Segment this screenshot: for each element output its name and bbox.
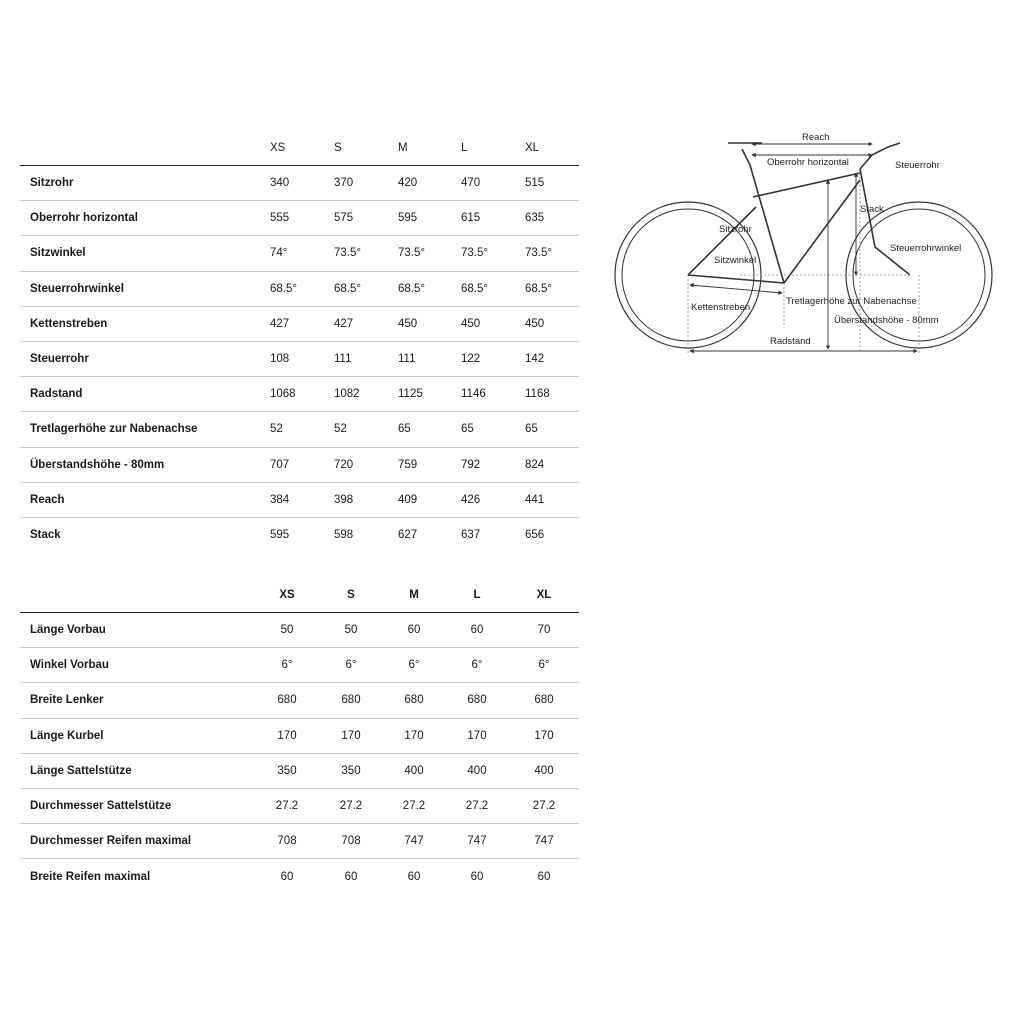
cell-value: 50 bbox=[344, 624, 358, 637]
cell-value: 824 bbox=[525, 458, 545, 471]
cell-value: 470 bbox=[461, 177, 481, 190]
row-label: Steuerrohrwinkel bbox=[30, 282, 124, 295]
label-oberrohr: Oberrohr horizontal bbox=[767, 157, 849, 168]
row-label: Tretlagerhöhe zur Nabenachse bbox=[30, 423, 198, 436]
label-kettenstreben: Kettenstreben bbox=[691, 302, 751, 313]
row-label: Breite Lenker bbox=[30, 694, 104, 707]
cell-value: 170 bbox=[404, 729, 424, 742]
component-row bbox=[20, 753, 579, 788]
row-label: Breite Reifen maximal bbox=[30, 870, 151, 883]
geometry-row bbox=[20, 482, 579, 517]
cell-value: 6° bbox=[471, 659, 483, 672]
geometry-row bbox=[20, 306, 579, 341]
cell-value: 73.5° bbox=[398, 247, 425, 260]
component-row bbox=[20, 648, 579, 683]
header-size: XL bbox=[536, 589, 552, 601]
cell-value: 680 bbox=[404, 694, 424, 707]
cell-value: 111 bbox=[398, 353, 416, 366]
cell-value: 615 bbox=[461, 212, 481, 225]
geometry-row bbox=[20, 517, 579, 552]
cell-value: 792 bbox=[461, 458, 481, 471]
cell-value: 350 bbox=[277, 764, 297, 777]
header-size: M bbox=[398, 142, 408, 154]
row-label: Überstandshöhe - 80mm bbox=[30, 458, 165, 471]
header-size: XS bbox=[270, 142, 286, 154]
cell-value: 170 bbox=[467, 729, 487, 742]
cell-value: 108 bbox=[270, 353, 290, 366]
cell-value: 708 bbox=[277, 835, 297, 848]
cell-value: 747 bbox=[534, 835, 554, 848]
cell-value: 68.5° bbox=[525, 282, 552, 295]
cell-value: 340 bbox=[270, 177, 290, 190]
header-size: XS bbox=[279, 589, 295, 601]
geometry-row bbox=[20, 271, 579, 306]
geometry-row bbox=[20, 412, 579, 447]
cell-value: 65 bbox=[525, 423, 538, 436]
cell-value: 68.5° bbox=[461, 282, 488, 295]
header-size: S bbox=[347, 589, 355, 601]
cell-value: 74° bbox=[270, 247, 288, 260]
cell-value: 450 bbox=[525, 317, 545, 330]
cell-value: 707 bbox=[270, 458, 290, 471]
cell-value: 52 bbox=[270, 423, 283, 436]
cell-value: 170 bbox=[534, 729, 554, 742]
cell-value: 595 bbox=[270, 529, 290, 542]
component-row bbox=[20, 788, 579, 823]
cell-value: 60 bbox=[280, 870, 294, 883]
cell-value: 122 bbox=[461, 353, 481, 366]
cell-value: 680 bbox=[277, 694, 297, 707]
cell-value: 656 bbox=[525, 529, 545, 542]
row-label: Oberrohr horizontal bbox=[30, 212, 138, 225]
cell-value: 747 bbox=[404, 835, 424, 848]
cell-value: 400 bbox=[534, 764, 554, 777]
cell-value: 142 bbox=[525, 353, 545, 366]
cell-value: 6° bbox=[408, 659, 420, 672]
cell-value: 27.2 bbox=[275, 800, 299, 813]
cell-value: 73.5° bbox=[461, 247, 488, 260]
row-label: Sitzwinkel bbox=[30, 247, 86, 260]
label-steuerrohrwinkel: Steuerrohrwinkel bbox=[890, 243, 962, 254]
cell-value: 420 bbox=[398, 177, 418, 190]
cell-value: 680 bbox=[341, 694, 361, 707]
header-empty bbox=[20, 131, 270, 166]
geometry-row bbox=[20, 447, 579, 482]
cell-value: 1082 bbox=[334, 388, 360, 401]
table-header-row bbox=[20, 578, 579, 613]
cell-value: 6° bbox=[345, 659, 357, 672]
cell-value: 759 bbox=[398, 458, 418, 471]
component-row bbox=[20, 718, 579, 753]
label-sitzrohr: Sitzrohr bbox=[719, 224, 752, 235]
cell-value: 27.2 bbox=[339, 800, 363, 813]
geometry-row bbox=[20, 377, 579, 412]
cell-value: 426 bbox=[461, 493, 481, 506]
cell-value: 627 bbox=[398, 529, 418, 542]
label-radstand: Radstand bbox=[770, 336, 811, 347]
cell-value: 598 bbox=[334, 529, 354, 542]
label-ueberstand: Überstandshöhe - 80mm bbox=[834, 315, 939, 326]
cell-value: 170 bbox=[277, 729, 297, 742]
cell-value: 441 bbox=[525, 493, 545, 506]
cell-value: 720 bbox=[334, 458, 354, 471]
row-label: Radstand bbox=[30, 388, 83, 401]
label-steuerrohr: Steuerrohr bbox=[895, 160, 940, 171]
cell-value: 27.2 bbox=[532, 800, 556, 813]
cell-value: 370 bbox=[334, 177, 354, 190]
row-label: Länge Sattelstütze bbox=[30, 764, 132, 777]
cell-value: 111 bbox=[334, 353, 352, 366]
header-size: L bbox=[461, 142, 468, 154]
cell-value: 515 bbox=[525, 177, 545, 190]
header-size: M bbox=[409, 589, 419, 601]
component-row bbox=[20, 859, 579, 894]
cell-value: 450 bbox=[398, 317, 418, 330]
cell-value: 409 bbox=[398, 493, 418, 506]
bike-geometry-diagram bbox=[610, 125, 1010, 365]
cell-value: 635 bbox=[525, 212, 545, 225]
geometry-row bbox=[20, 201, 579, 236]
cell-value: 73.5° bbox=[334, 247, 361, 260]
cell-value: 1146 bbox=[461, 388, 486, 401]
cell-value: 68.5° bbox=[270, 282, 297, 295]
cell-value: 427 bbox=[270, 317, 290, 330]
cell-value: 60 bbox=[470, 870, 484, 883]
cell-value: 450 bbox=[461, 317, 481, 330]
geometry-row bbox=[20, 236, 579, 271]
header-size: S bbox=[334, 142, 342, 154]
cell-value: 27.2 bbox=[465, 800, 489, 813]
label-stack: Stack bbox=[860, 204, 884, 215]
cell-value: 400 bbox=[467, 764, 487, 777]
cell-value: 60 bbox=[537, 870, 551, 883]
cell-value: 595 bbox=[398, 212, 418, 225]
row-label: Kettenstreben bbox=[30, 317, 108, 330]
cell-value: 427 bbox=[334, 317, 354, 330]
component-row bbox=[20, 613, 579, 648]
cell-value: 60 bbox=[344, 870, 358, 883]
cell-value: 747 bbox=[467, 835, 487, 848]
label-sitzwinkel: Sitzwinkel bbox=[714, 255, 757, 266]
component-row bbox=[20, 683, 579, 718]
cell-value: 65 bbox=[461, 423, 474, 436]
cell-value: 350 bbox=[341, 764, 361, 777]
header-size: L bbox=[473, 589, 481, 601]
row-label: Länge Kurbel bbox=[30, 729, 104, 742]
cell-value: 68.5° bbox=[334, 282, 361, 295]
cell-value: 70 bbox=[537, 624, 551, 637]
cell-value: 52 bbox=[334, 423, 347, 436]
frame-geometry-table bbox=[20, 131, 579, 553]
cell-value: 680 bbox=[467, 694, 487, 707]
cell-value: 637 bbox=[461, 529, 481, 542]
cell-value: 60 bbox=[470, 624, 484, 637]
cell-value: 708 bbox=[341, 835, 361, 848]
header-empty bbox=[20, 578, 255, 613]
cell-value: 60 bbox=[407, 870, 421, 883]
row-label: Winkel Vorbau bbox=[30, 659, 109, 672]
components-table bbox=[20, 578, 579, 894]
geometry-row bbox=[20, 341, 579, 376]
row-label: Länge Vorbau bbox=[30, 624, 106, 637]
label-tretlager: Tretlagerhöhe zur Nabenachse bbox=[786, 296, 917, 307]
geometry-row bbox=[20, 166, 579, 201]
cell-value: 65 bbox=[398, 423, 411, 436]
component-row bbox=[20, 824, 579, 859]
row-label: Durchmesser Sattelstütze bbox=[30, 800, 172, 813]
cell-value: 73.5° bbox=[525, 247, 552, 260]
cell-value: 1125 bbox=[398, 388, 423, 401]
cell-value: 398 bbox=[334, 493, 354, 506]
label-reach: Reach bbox=[802, 132, 830, 143]
cell-value: 60 bbox=[407, 624, 421, 637]
cell-value: 170 bbox=[341, 729, 361, 742]
cell-value: 27.2 bbox=[402, 800, 426, 813]
cell-value: 68.5° bbox=[398, 282, 425, 295]
row-label: Reach bbox=[30, 493, 65, 506]
cell-value: 384 bbox=[270, 493, 290, 506]
cell-value: 1168 bbox=[525, 388, 550, 401]
row-label: Durchmesser Reifen maximal bbox=[30, 835, 192, 848]
cell-value: 6° bbox=[281, 659, 293, 672]
row-label: Sitzrohr bbox=[30, 177, 74, 190]
cell-value: 680 bbox=[534, 694, 554, 707]
cell-value: 555 bbox=[270, 212, 290, 225]
cell-value: 400 bbox=[404, 764, 424, 777]
header-size: XL bbox=[525, 142, 540, 154]
cell-value: 575 bbox=[334, 212, 354, 225]
table-header-row bbox=[20, 131, 579, 166]
cell-value: 1068 bbox=[270, 388, 296, 401]
row-label: Steuerrohr bbox=[30, 353, 89, 366]
row-label: Stack bbox=[30, 529, 61, 542]
cell-value: 6° bbox=[538, 659, 550, 672]
cell-value: 50 bbox=[280, 624, 294, 637]
